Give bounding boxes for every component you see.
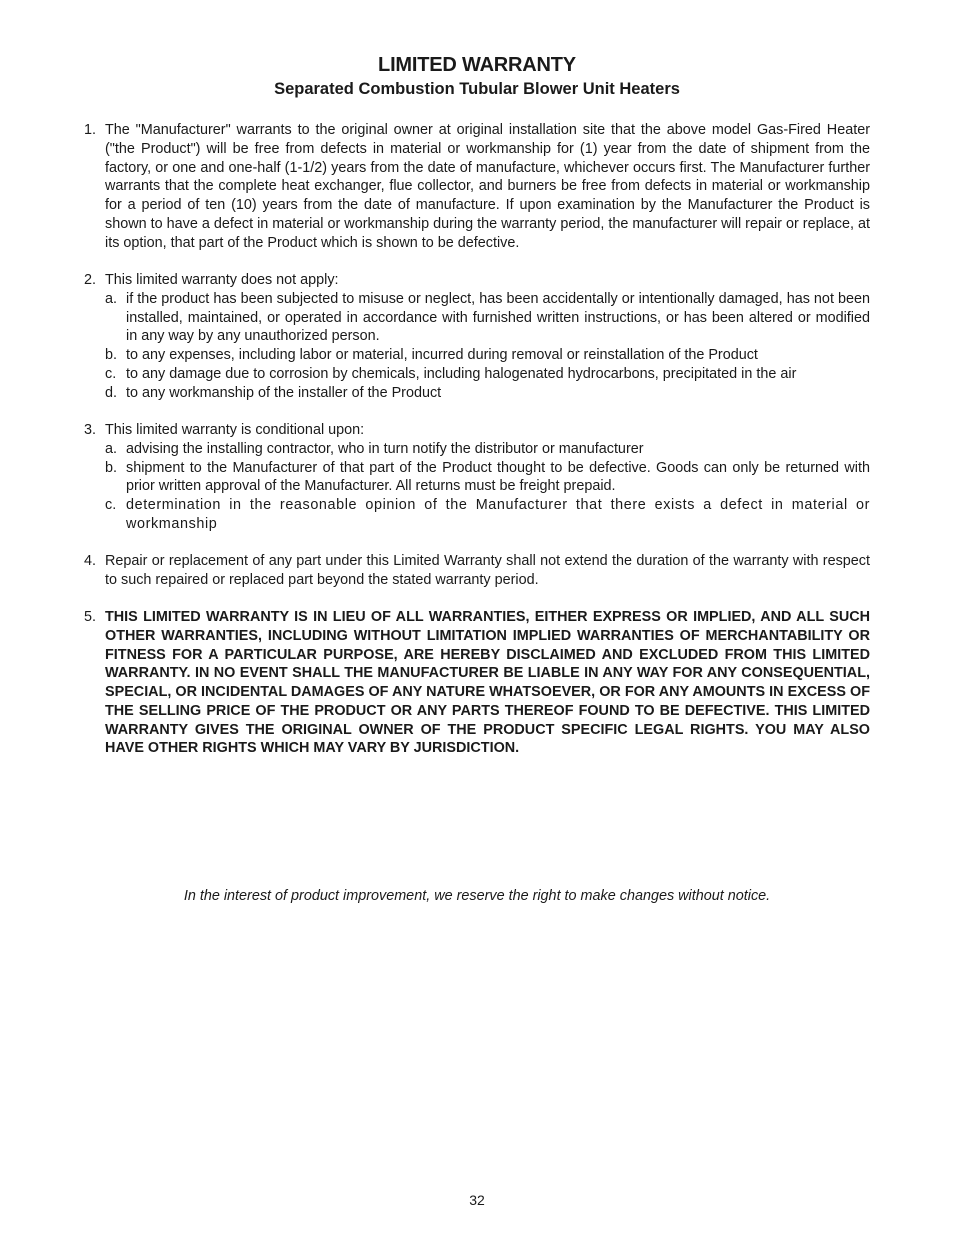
warranty-item-1 — [84, 121, 870, 252]
subitem — [105, 290, 870, 346]
subitem — [105, 365, 870, 384]
subitem-letter: c. — [105, 365, 117, 382]
page-title: LIMITED WARRANTY — [378, 54, 576, 76]
item-text: This limited warranty is conditional upon: — [105, 422, 365, 438]
subitem-text: to any damage due to corrosion by chemicals, including halogenated hydrocarbons, precipitated in the air — [126, 365, 797, 382]
warranty-item-2 — [84, 271, 870, 402]
subitem — [105, 440, 870, 459]
item-text: THIS LIMITED WARRANTY IS IN LIEU OF ALL WARRANTIES, EITHER EXPRESS OR IMPLIED, AND ALL SUCH OTHER WARRANTIES, INCLUDING WITHOUT LIMITATION IMPLIED WARRANTIES OF MERCHANTABILITY OR FITNESS FOR A PARTICULAR PURPOSE, ARE HEREBY DISCLAIMED AND EXCLUDED FROM THIS LIMITED WARRANTY. IN NO EVENT SHALL THE MANUFACTURER BE LIABLE IN ANY WAY FOR ANY CONSEQUENTIAL, SPECIAL, OR INCIDENTAL DAMAGES OF ANY NATURE WHATSOEVER, OR FOR ANY AMOUNTS IN EXCESS OF THE SELLING PRICE OF THE PRODUCT OR ANY PARTS THEREOF FOUND TO BE DEFECTIVE. THIS LIMITED WARRANTY GIVES THE ORIGINAL OWNER OF THE PRODUCT SPECIFIC LEGAL RIGHTS. YOU MAY ALSO HAVE OTHER RIGHTS WHICH MAY VARY BY JURISDICTION. — [105, 609, 870, 757]
item-number: 3. — [84, 422, 97, 438]
page-subtitle: Separated Combustion Tubular Blower Unit Heaters — [274, 80, 680, 98]
footer-note: In the interest of product improvement, we reserve the right to make changes without notice. — [183, 888, 771, 904]
item-number: 1. — [84, 122, 97, 138]
item-text: The "Manufacturer" warrants to the original owner at original installation site that the above model Gas-Fired Heater ("the Product") will be free from defects in material or workmanship for (1) year from the date of shipment from the factory, or one and one-half (1-1/2) years from the date of manufacture, whichever occurs first. The Manufacturer further warrants that the complete heat exchanger, flue collector, and burners be free from defects in material or workmanship for a period of ten (10) years from the date of manufacture. If upon examination by the Manufacturer the Product is shown to have a defect in material or workmanship during the warranty period, the manufacturer will repair or replace, at its option, that part of the Product which is shown to be defective. — [105, 122, 870, 251]
warranty-item-5 — [84, 608, 870, 758]
subitem-letter: b. — [105, 459, 118, 476]
subitem-letter: a. — [105, 290, 118, 307]
item-text: This limited warranty does not apply: — [105, 272, 339, 288]
subitem-letter: b. — [105, 347, 118, 363]
subitem-text: if the product has been subjected to misuse or neglect, has been accidentally or intentionally damaged, has not been installed, maintained, or operated in accordance with furnished written instructions, or has been altered or modified in any way by any unauthorized person. — [126, 290, 870, 345]
subitem — [105, 496, 870, 534]
subitem — [105, 384, 870, 403]
item-number: 5. — [84, 609, 97, 625]
warranty-item-4 — [84, 552, 870, 590]
subitem — [105, 459, 870, 497]
subitem-text: to any workmanship of the installer of the Product — [126, 384, 442, 401]
page-number: 32 — [469, 1192, 485, 1208]
subitem-text: advising the installing contractor, who in turn notify the distributor or manufacturer — [126, 440, 644, 457]
item-text: Repair or replacement of any part under this Limited Warranty shall not extend the duration of the warranty with respect to such repaired or replaced part beyond the stated warranty period. — [105, 553, 870, 588]
item-number: 2. — [84, 272, 97, 288]
subitem-text: shipment to the Manufacturer of that part of the Product thought to be defective. Goods can only be returned with prior written approval of the Manufacturer. All returns must be freight prepaid. — [126, 459, 870, 495]
subitem-text: to any expenses, including labor or material, incurred during removal or reinstallation of the Product — [126, 347, 758, 363]
subitem-letter: a. — [105, 440, 118, 457]
item-number: 4. — [84, 553, 97, 569]
subitem-letter: d. — [105, 384, 118, 401]
subitem-text: determination in the reasonable opinion of the Manufacturer that there exists a defect in material or workmanship — [126, 497, 870, 532]
warranty-item-3 — [84, 421, 870, 534]
subitem-letter: c. — [105, 497, 117, 513]
subitem — [105, 346, 870, 365]
